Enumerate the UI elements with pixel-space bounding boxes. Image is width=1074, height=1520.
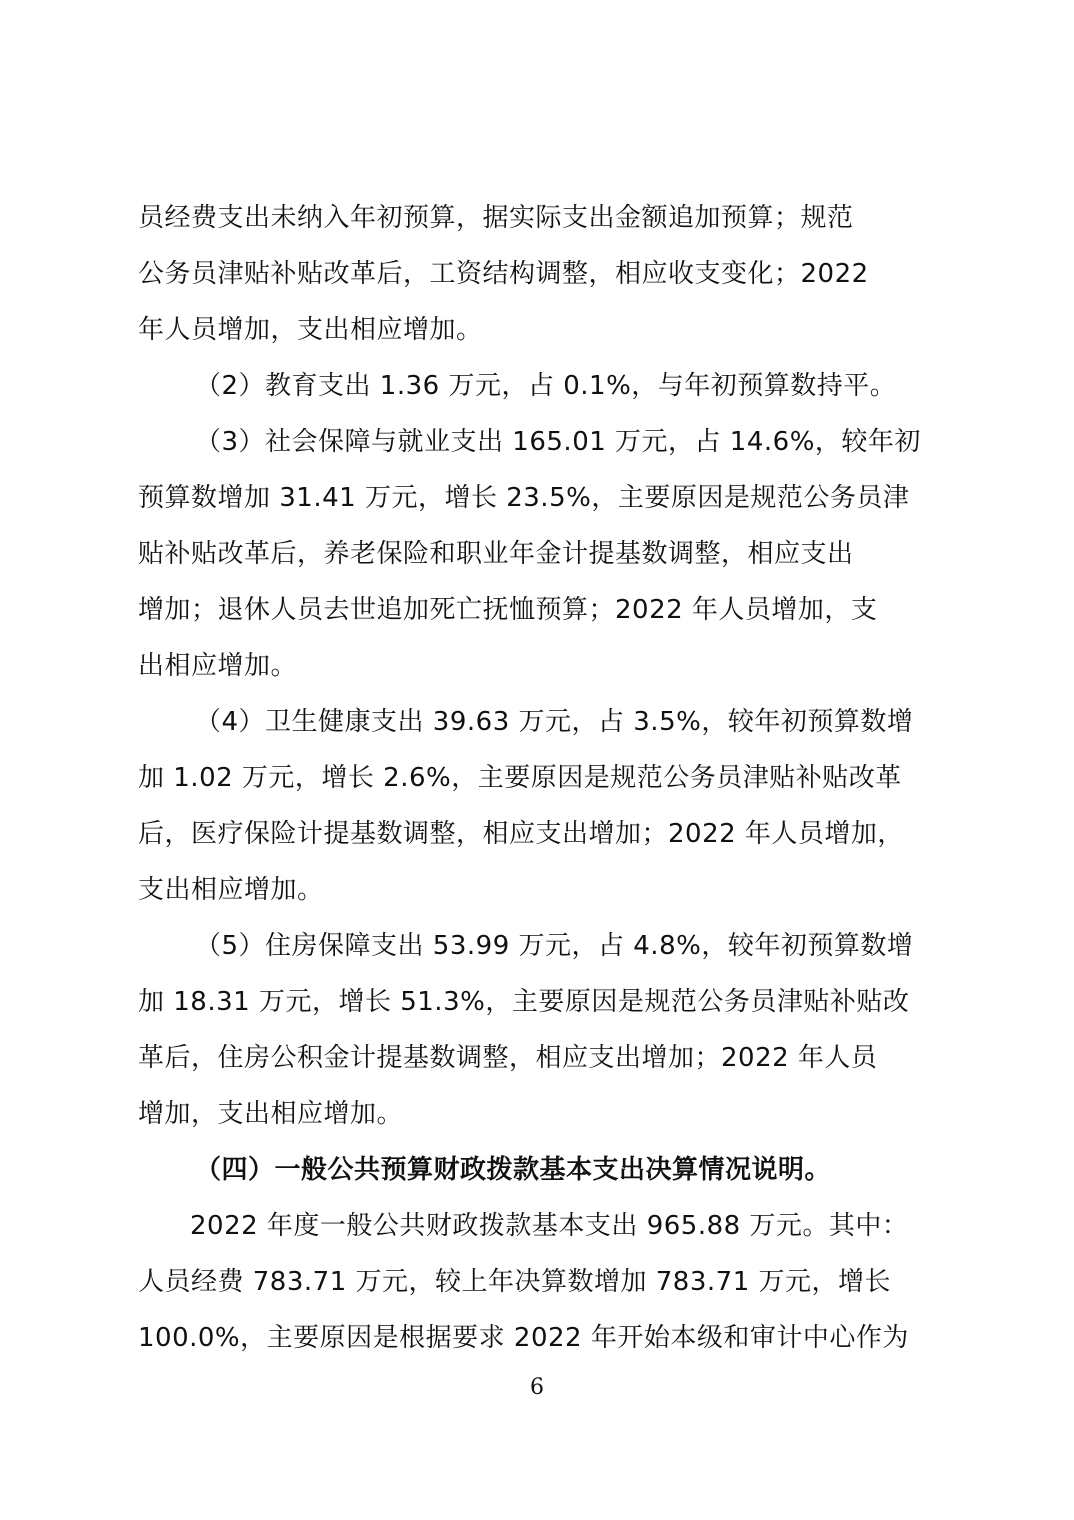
page-number: 6 [530,1375,544,1400]
text-line: 年人员增加，支出相应增加。 [138,315,483,345]
text-line: 预算数增加 31.41 万元，增长 23.5%，主要原因是规范公务员津 [138,483,910,513]
item-health: （4）卫生健康支出 39.63 万元，占 3.5%，较年初预算数增 [195,707,914,737]
section-heading: （四）一般公共预算财政拨款基本支出决算情况说明。 [195,1155,832,1185]
text-line: 加 18.31 万元，增长 51.3%，主要原因是规范公务员津贴补贴改 [138,987,910,1017]
text-line: 增加；退休人员去世追加死亡抚恤预算；2022 年人员增加，支 [138,595,878,625]
text-line: 100.0%，主要原因是根据要求 2022 年开始本级和审计中心作为 [138,1323,909,1353]
text-line: 支出相应增加。 [138,875,324,905]
text-line: 贴补贴改革后，养老保险和职业年金计提基数调整，相应支出 [138,539,854,569]
body-text [138,190,958,1366]
text-line: 加 1.02 万元，增长 2.6%，主要原因是规范公务员津贴补贴改革 [138,763,902,793]
text-line: 革后，住房公积金计提基数调整，相应支出增加；2022 年人员 [138,1043,878,1073]
paragraph-start: 2022 年度一般公共财政拨款基本支出 965.88 万元。其中： [190,1211,909,1241]
text-line: 公务员津贴补贴改革后，工资结构调整，相应收支变化；2022 [138,259,869,289]
text-line: 员经费支出未纳入年初预算，据实际支出金额追加预算；规范 [138,203,854,233]
item-education: （2）教育支出 1.36 万元，占 0.1%，与年初预算数持平。 [195,371,897,401]
item-housing: （5）住房保障支出 53.99 万元，占 4.8%，较年初预算数增 [195,931,914,961]
text-line: 后，医疗保险计提基数调整，相应支出增加；2022 年人员增加， [138,819,904,849]
text-line: 人员经费 783.71 万元，较上年决算数增加 783.71 万元，增长 [138,1267,892,1297]
text-line: 增加，支出相应增加。 [138,1099,404,1129]
item-social-security: （3）社会保障与就业支出 165.01 万元，占 14.6%，较年初 [195,427,921,457]
text-line: 出相应增加。 [138,651,298,681]
